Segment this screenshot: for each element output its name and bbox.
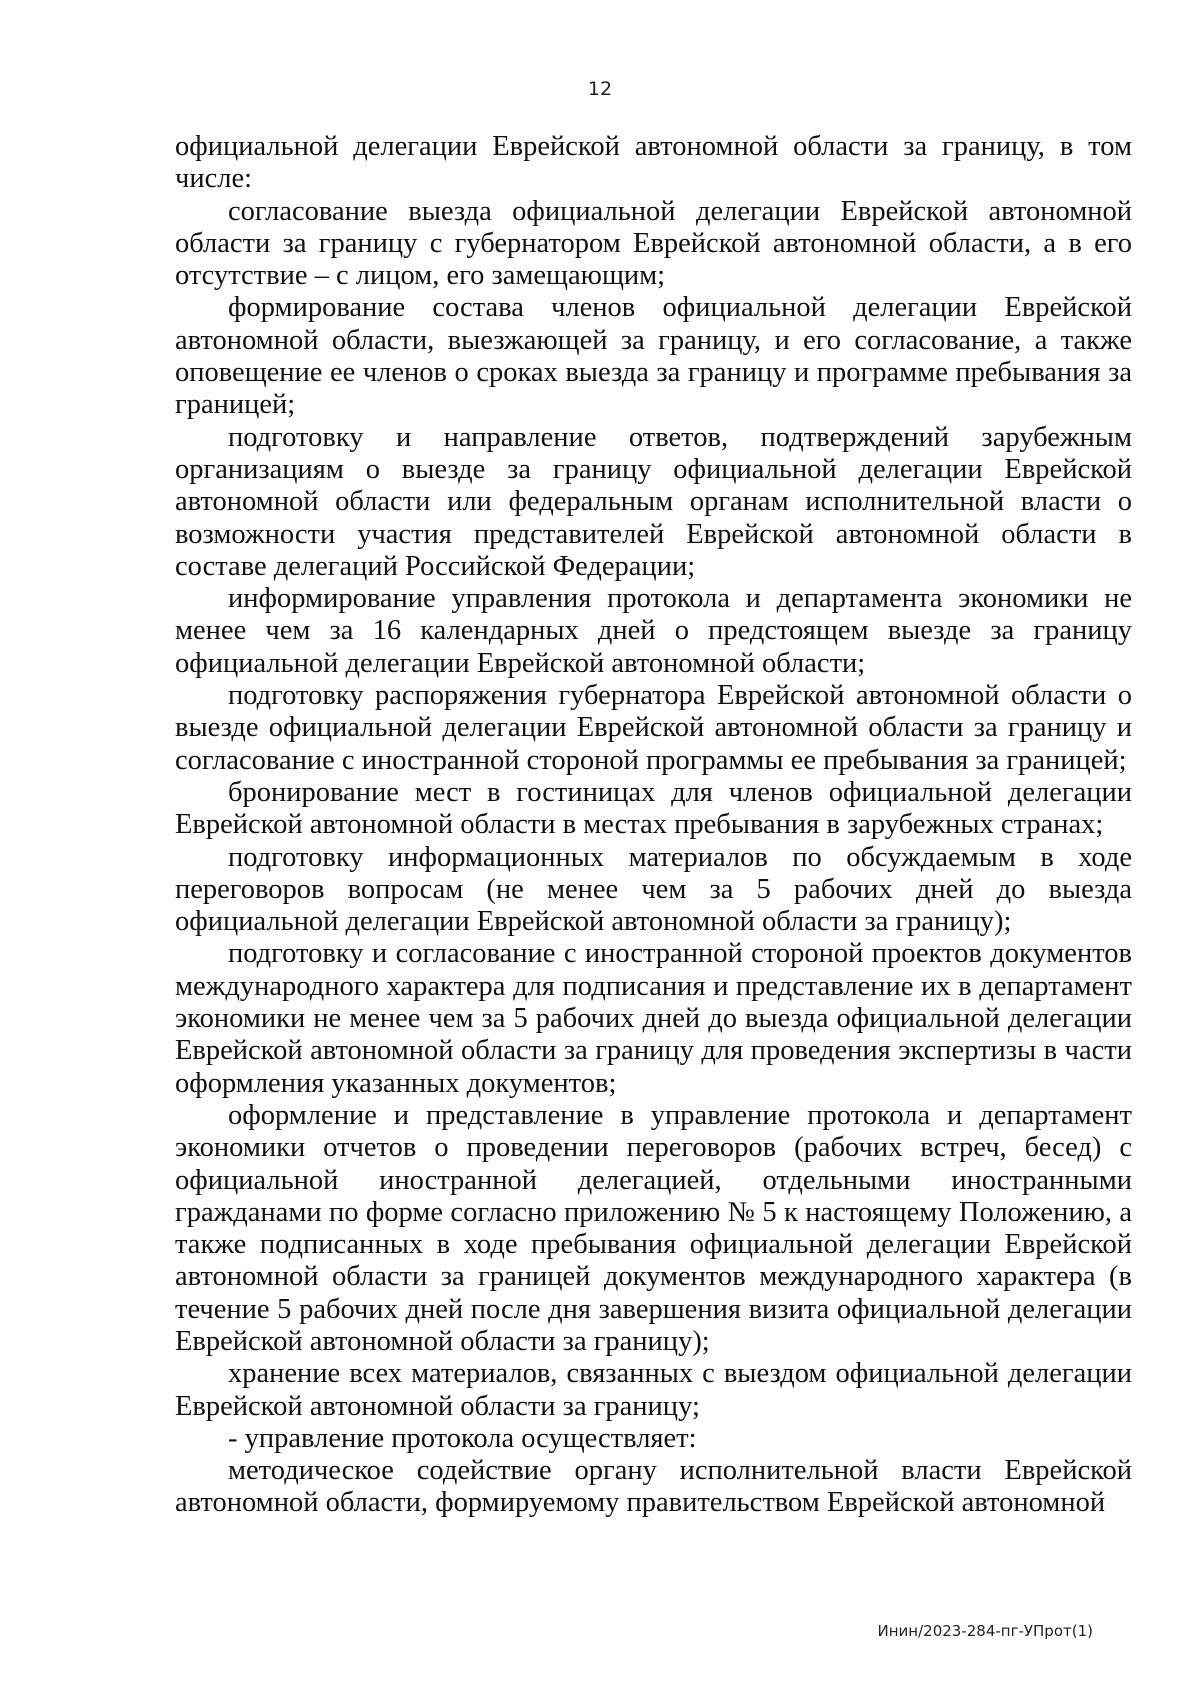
paragraph: официальной делегации Еврейской автономной области за границу, в том числе: [175,131,1132,195]
paragraph: оформление и представление в управление протокола и департамент экономики отчетов о проведении переговоров (рабочих встреч, бесед) с официальной иностранной делегацией, отдельными иностранными гражданами по форме согласно приложению № 5 к настоящему Положению, а также подписанных в ходе пребывания официальной делегации Еврейской автономной области за границей документов международного характера (в течение 5 рабочих дней после дня завершения визита официальной делегации Еврейской автономной области за границу); [175,1099,1132,1357]
paragraph: бронирование мест в гостиницах для членов официальной делегации Еврейской автономной области в местах пребывания в зарубежных странах; [175,776,1132,841]
paragraph: хранение всех материалов, связанных с выездом официальной делегации Еврейской автономной области за границу; [175,1358,1132,1422]
paragraph: - управление протокола осуществляет: [228,1422,697,1454]
paragraph: подготовку и направление ответов, подтверждений зарубежным организациям о выезде за границу официальной делегации Еврейской автономной области или федеральным органам исполнительной власти о возможности участия представителей Еврейской автономной области в составе делегаций Российской Федерации; [175,421,1132,582]
document-body [175,131,1132,1520]
paragraph: подготовку информационных материалов по обсуждаемым в ходе переговоров вопросам (не менее чем за 5 рабочих дней до выезда официальной делегации Еврейской автономной области за границу); [175,841,1132,938]
document-registration-code: Инин/2023-284-пг-УПрот(1) [877,1622,1093,1640]
paragraph: формирование состава членов официальной делегации Еврейской автономной области, выезжающей за границу, и его согласование, а также оповещение ее членов о сроках выезда за границу и программе пребывания за границей; [175,292,1132,421]
paragraph: подготовку распоряжения губернатора Еврейской автономной области о выезде официальной делегации Еврейской автономной области за границу и согласование с иностранной стороной программы ее пребывания за границей; [175,680,1132,776]
paragraph: информирование управления протокола и департамента экономики не менее чем за 16 календарных дней о предстоящем выезде за границу официальной делегации Еврейской автономной области; [175,583,1132,679]
paragraph: согласование выезда официальной делегации Еврейской автономной области за границу с губернатором Еврейской автономной области, а в его отсутствие – с лицом, его замещающим; [175,195,1132,292]
paragraph: подготовку и согласование с иностранной стороной проектов документов международного характера для подписания и представление их в департамент экономики не менее чем за 5 рабочих дней до выезда официальной делегации Еврейской автономной области за границу для проведения экспертизы в части оформления указанных документов; [175,938,1132,1099]
page-number: 12 [587,78,613,100]
paragraph: методическое содействие органу исполнительной власти Еврейской автономной области, формируемому правительством Еврейской автономной [175,1455,1132,1519]
